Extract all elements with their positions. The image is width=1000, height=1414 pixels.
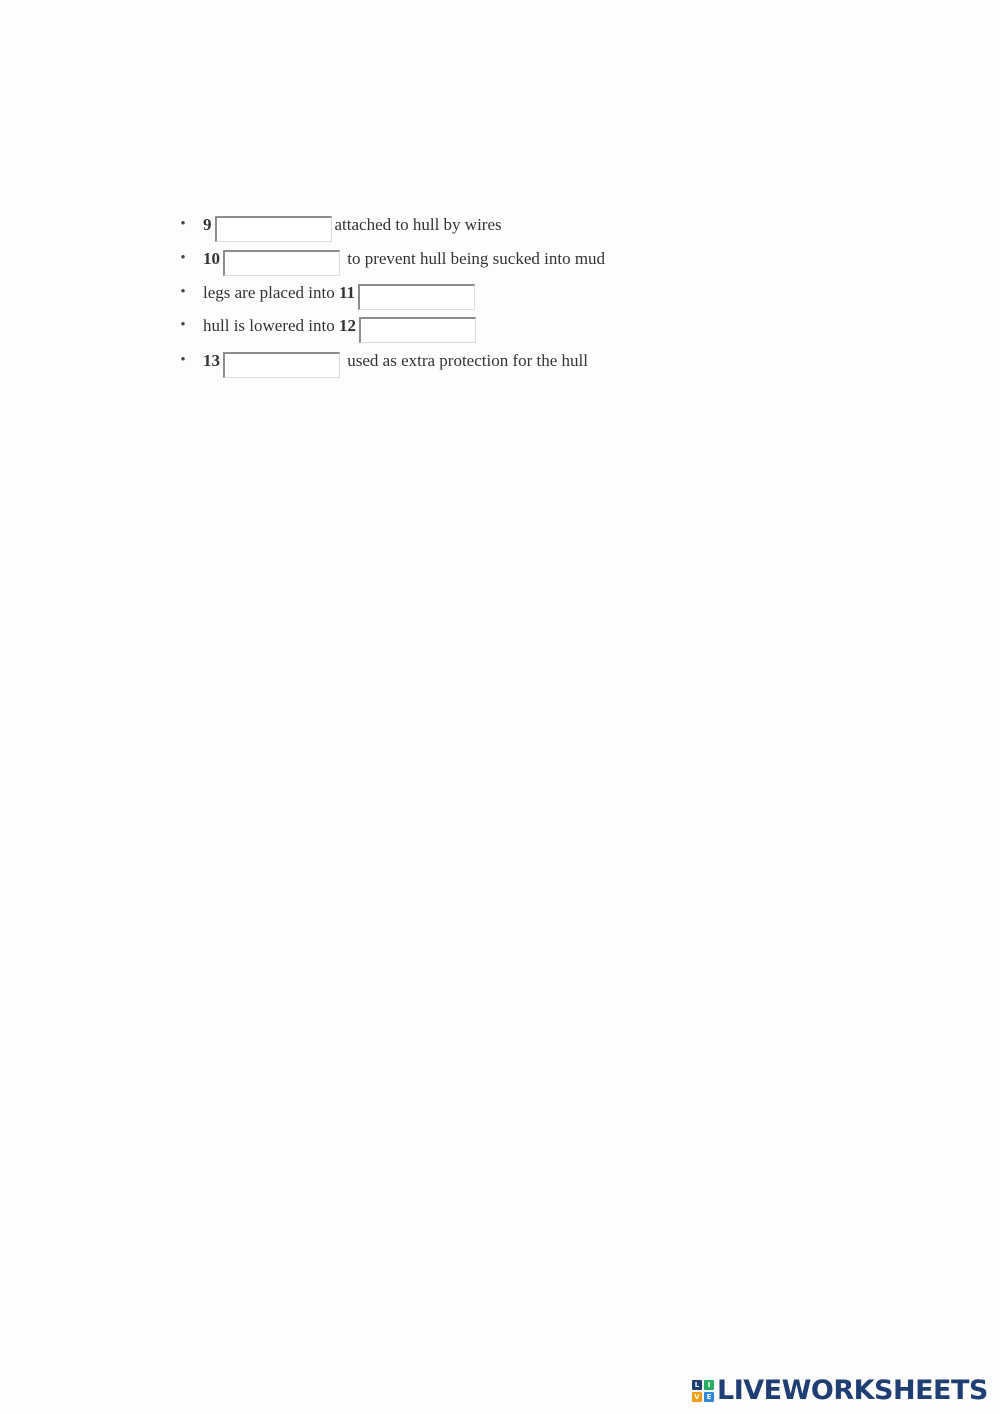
logo-mark-tile: I <box>704 1380 714 1390</box>
answer-field-11[interactable] <box>358 284 475 310</box>
list-item <box>180 246 606 270</box>
logo-mark-tile: V <box>692 1392 702 1402</box>
question-number: 11 <box>338 283 356 302</box>
question-number: 13 <box>203 351 220 370</box>
bullet-icon: • <box>180 352 186 368</box>
item-text-before: legs are placed into <box>203 283 339 302</box>
liveworksheets-logo <box>692 1374 988 1408</box>
answer-field-13[interactable] <box>223 352 340 378</box>
logo-mark-icon <box>692 1380 714 1402</box>
list-item <box>180 280 478 304</box>
bullet-icon: • <box>180 284 186 300</box>
list-item <box>180 313 479 337</box>
bullet-icon: • <box>180 317 186 333</box>
answer-field-10[interactable] <box>223 250 340 276</box>
item-text-after: used as extra protection for the hull <box>347 351 589 370</box>
question-number: 9 <box>203 215 212 234</box>
item-text-after: attached to hull by wires <box>334 215 502 234</box>
question-number: 10 <box>203 249 220 268</box>
logo-mark-tile: E <box>704 1392 714 1402</box>
bullet-icon: • <box>180 216 186 232</box>
list-item <box>180 348 589 372</box>
bullet-icon: • <box>180 250 186 266</box>
answer-field-12[interactable] <box>359 317 476 343</box>
logo-mark-tile: L <box>692 1380 702 1390</box>
item-text-after: to prevent hull being sucked into mud <box>347 249 606 268</box>
list-item <box>180 212 502 236</box>
logo-text: LIVEWORKSHEETS <box>717 1375 988 1406</box>
question-number: 12 <box>338 316 356 335</box>
item-text-before: hull is lowered into <box>203 316 339 335</box>
answer-field-9[interactable] <box>215 216 332 242</box>
